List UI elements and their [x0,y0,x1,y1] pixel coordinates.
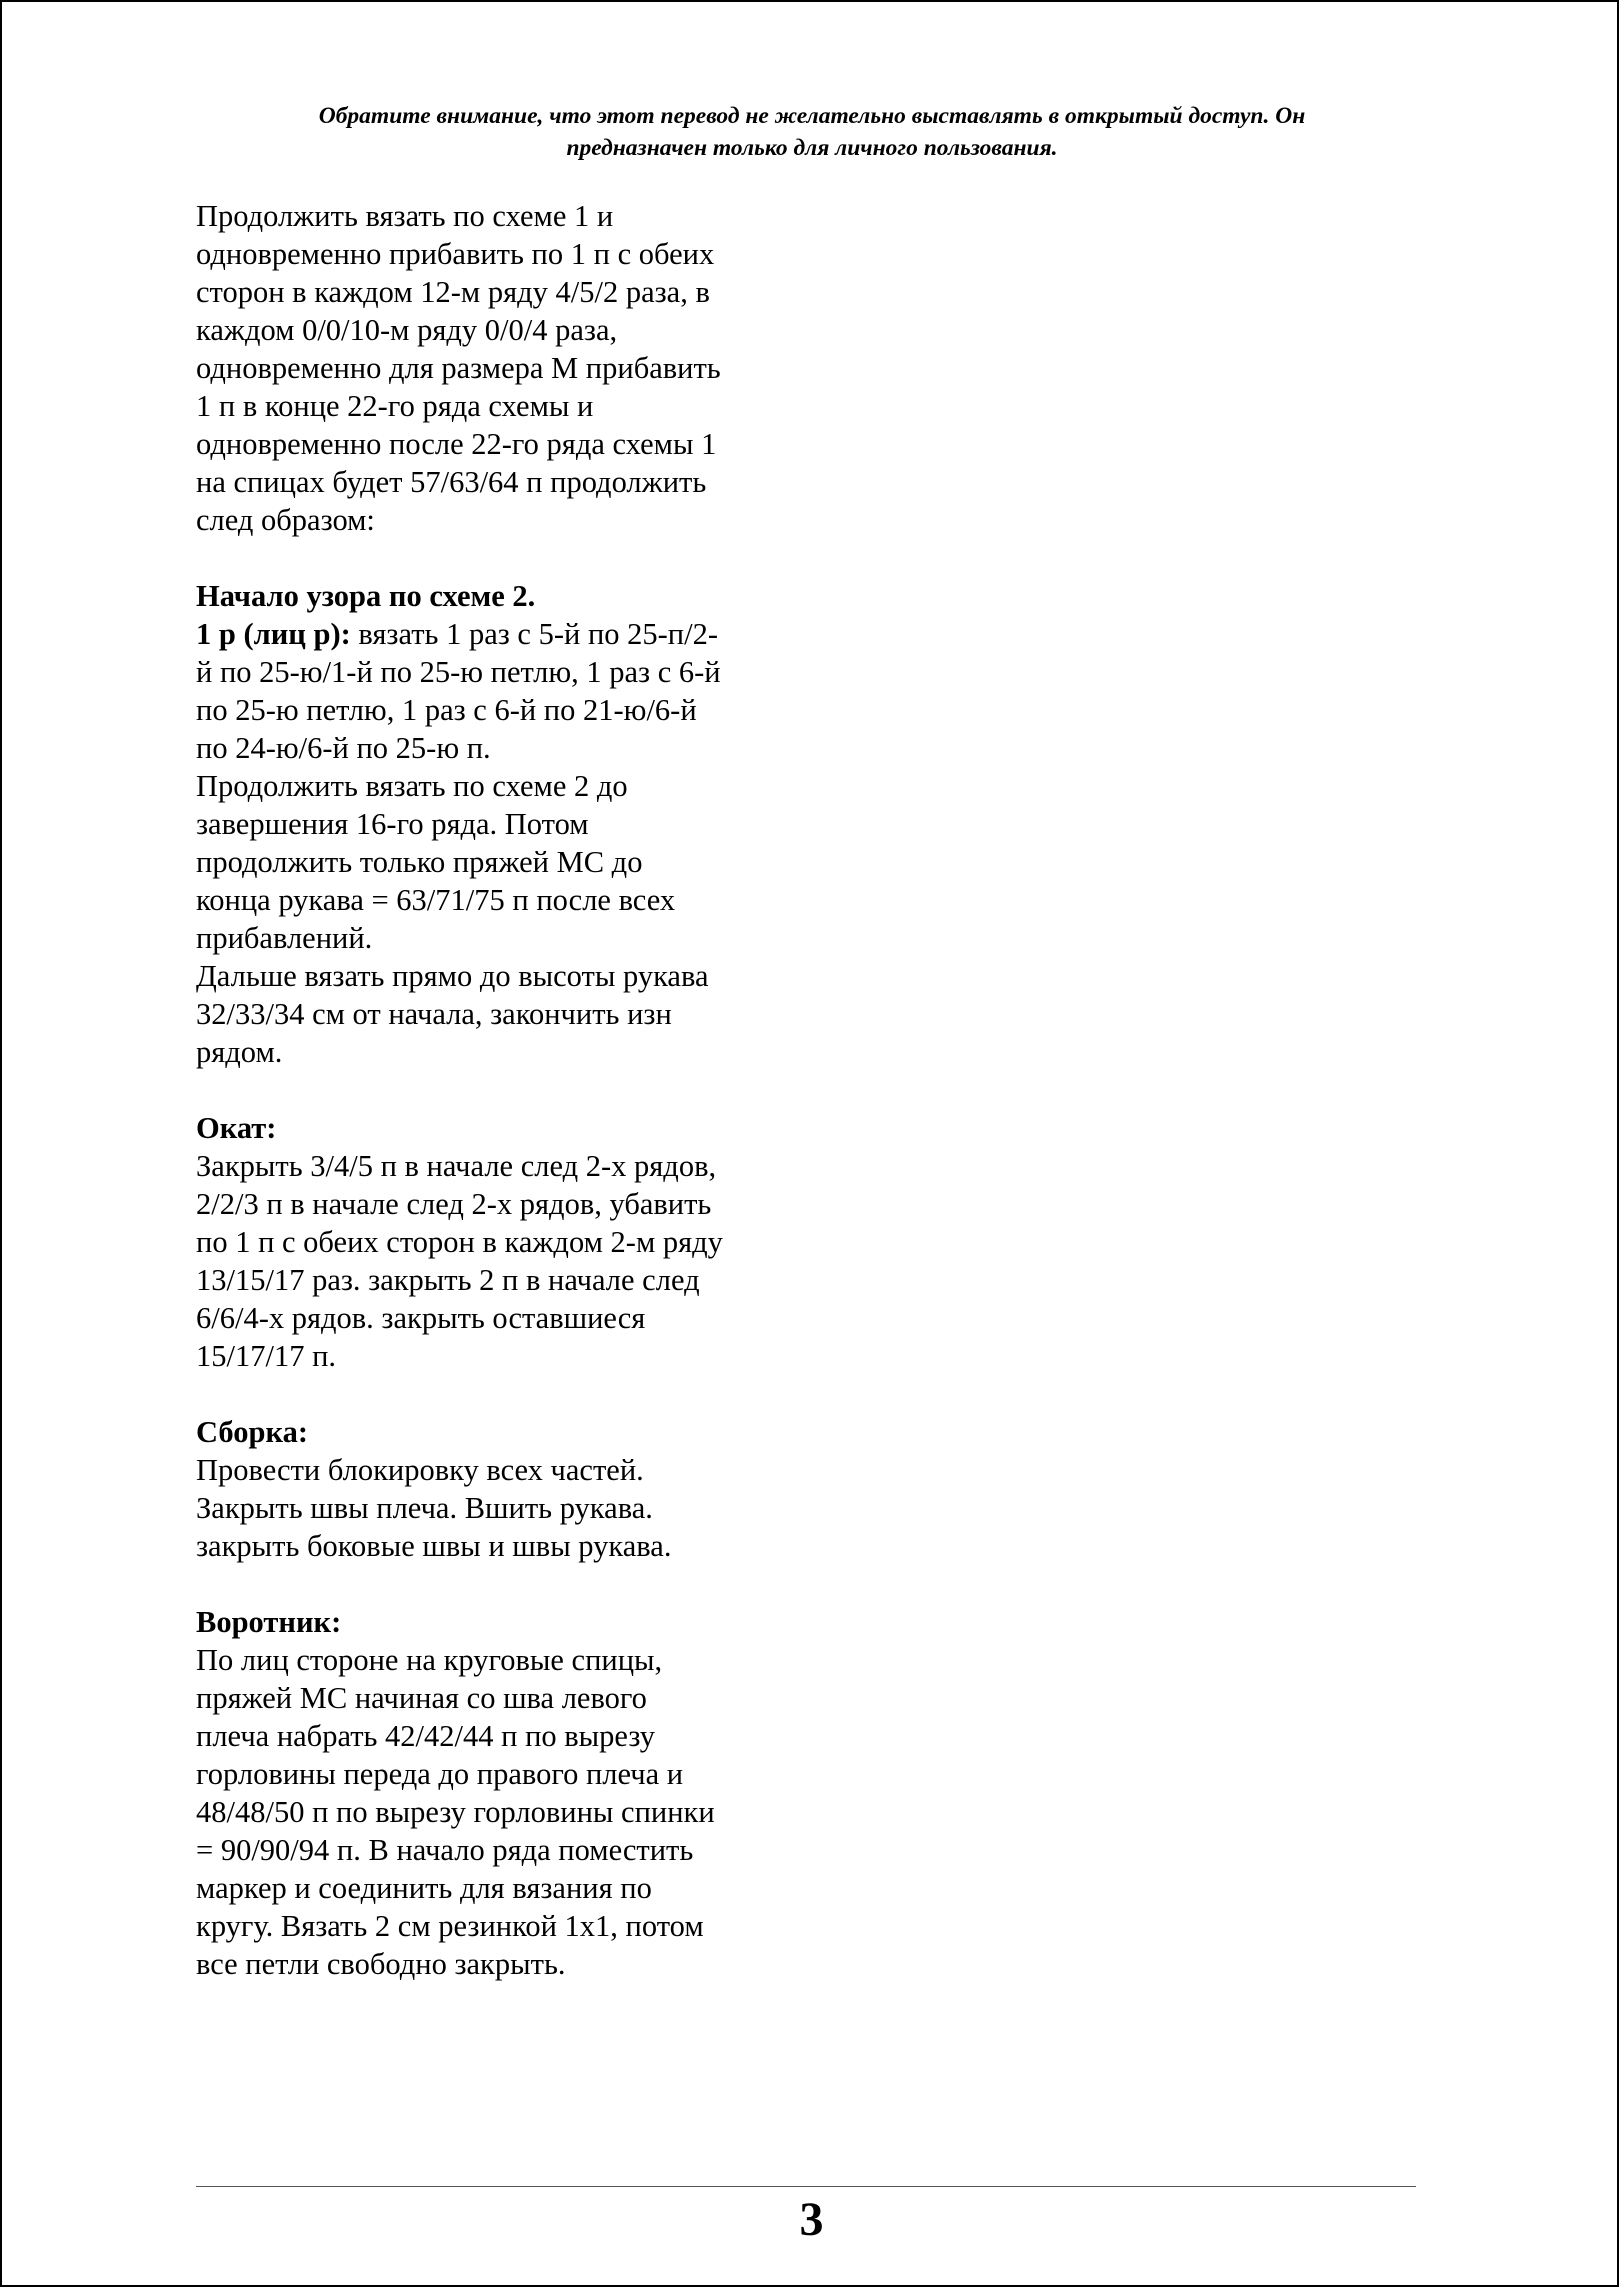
text-line: 32/33/34 см от начала, закончить изн [196,997,672,1031]
text-line: по 24-ю/6-й по 25-ю п. [196,731,491,765]
text-line: Продолжить вязать по схеме 1 и [196,199,614,233]
row-text: вязать 1 раз с 5-й по 25-п/2- [350,617,719,651]
text-line: конца рукава = 63/71/75 п после всех [196,883,676,917]
text-line: одновременно прибавить по 1 п с обеих [196,237,715,271]
text-line: Дальше вязать прямо до высоты рукава [196,959,709,993]
text-line: по 25-ю петлю, 1 раз с 6-й по 21-ю/6-й [196,693,697,727]
text-line: плеча набрать 42/42/44 п по вырезу [196,1719,655,1753]
text-line: горловины переда до правого плеча и [196,1757,684,1791]
document-body [196,197,896,1983]
text-line: прибавлений. [196,921,373,955]
text-line: все петли свободно закрыть. [196,1947,566,1981]
text-line: пряжей МС начиная со шва левого [196,1681,647,1715]
text-line: 15/17/17 п. [196,1339,337,1373]
text-line: По лиц стороне на круговые спицы, [196,1643,663,1677]
text-line: одновременно для размера М прибавить [196,351,721,385]
text-line [196,615,896,653]
text-line: Продолжить вязать по схеме 2 до [196,769,628,803]
private-use-notice [162,100,1462,164]
text-line: 2/2/3 п в начале след 2-х рядов, убавить [196,1187,712,1221]
text-line: след образом: [196,503,375,537]
text-line: = 90/90/94 п. В начало ряда поместить [196,1833,694,1867]
text-line: каждом 0/0/10-м ряду 0/0/4 раза, [196,313,618,347]
paragraph-gap [196,1375,896,1413]
text-line: Провести блокировку всех частей. [196,1453,644,1487]
text-line: 1 п в конце 22-го ряда схемы и [196,389,594,423]
text-line: й по 25-ю/1-й по 25-ю петлю, 1 раз с 6-й [196,655,721,689]
text-line: сторон в каждом 12-м ряду 4/5/2 раза, в [196,275,710,309]
notice-line: Обратите внимание, что этот перевод не желательно выставлять в открытый доступ. Он [318,103,1306,129]
section-heading: Сборка: [196,1415,308,1449]
footer-divider [196,2186,1416,2187]
text-line: 13/15/17 раз. закрыть 2 п в начале след [196,1263,700,1297]
text-line: 48/48/50 п по вырезу горловины спинки [196,1795,715,1829]
text-line: рядом. [196,1035,283,1069]
text-line: по 1 п с обеих сторон в каждом 2-м ряду [196,1225,723,1259]
pattern2-section [196,577,896,1071]
text-line: маркер и соединить для вязания по [196,1871,652,1905]
text-line: кругу. Вязать 2 см резинкой 1х1, потом [196,1909,704,1943]
paragraph-gap [196,539,896,577]
paragraph-gap [196,1565,896,1603]
section-heading: Начало узора по схеме 2. [196,579,536,613]
section-heading: Воротник: [196,1605,342,1639]
text-line: продолжить только пряжей МС до [196,845,643,879]
text-line: Закрыть швы плеча. Вшить рукава. [196,1491,653,1525]
intro-paragraph [196,197,896,539]
section-heading: Окат: [196,1111,277,1145]
text-line: 6/6/4-х рядов. закрыть оставшиеся [196,1301,646,1335]
cap-section [196,1109,896,1375]
notice-line: предназначен только для личного пользования. [566,135,1058,161]
assembly-section [196,1413,896,1565]
text-line: завершения 16-го ряда. Потом [196,807,589,841]
text-line: Закрыть 3/4/5 п в начале след 2-х рядов, [196,1149,717,1183]
text-line: на спицах будет 57/63/64 п продолжить [196,465,707,499]
text-line: одновременно после 22-го ряда схемы 1 [196,427,717,461]
paragraph-gap [196,1071,896,1109]
collar-section [196,1603,896,1983]
row-label: 1 р (лиц р): [196,617,351,651]
text-line: закрыть боковые швы и швы рукава. [196,1529,672,1563]
page-number: 3 [799,2193,824,2246]
